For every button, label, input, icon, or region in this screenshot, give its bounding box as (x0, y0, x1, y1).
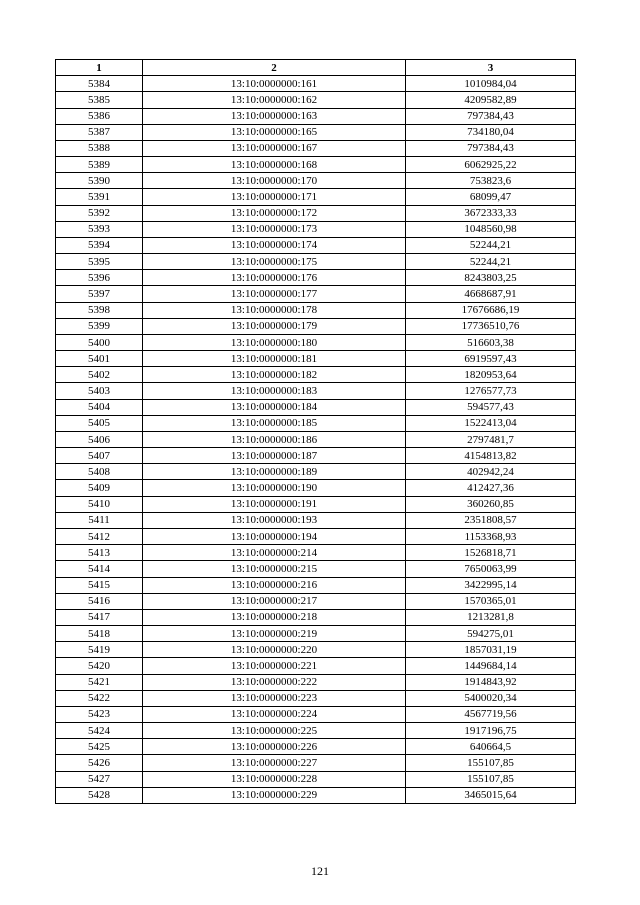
table-cell-col-1: 5394 (56, 237, 143, 253)
table-cell-col-3: 6919597,43 (406, 351, 576, 367)
table-cell-col-1: 5395 (56, 254, 143, 270)
table-row (56, 189, 576, 205)
table-row (56, 254, 576, 270)
table-row (56, 642, 576, 658)
table-row (56, 205, 576, 221)
table-cell-col-2: 13:10:0000000:227 (143, 755, 406, 771)
table-row (56, 464, 576, 480)
table-cell-col-3: 155107,85 (406, 771, 576, 787)
table-cell-col-1: 5428 (56, 787, 143, 803)
table-row (56, 674, 576, 690)
table-cell-col-1: 5393 (56, 221, 143, 237)
table-row (56, 771, 576, 787)
table-row (56, 367, 576, 383)
table-cell-col-1: 5427 (56, 771, 143, 787)
table-row (56, 545, 576, 561)
table-cell-col-2: 13:10:0000000:176 (143, 270, 406, 286)
table-cell-col-3: 1153368,93 (406, 528, 576, 544)
table-cell-col-3: 3422995,14 (406, 577, 576, 593)
table-cell-col-1: 5397 (56, 286, 143, 302)
table-cell-col-3: 4209582,89 (406, 92, 576, 108)
table-cell-col-1: 5422 (56, 690, 143, 706)
table-cell-col-1: 5391 (56, 189, 143, 205)
table-cell-col-3: 155107,85 (406, 755, 576, 771)
column-header-1: 1 (56, 60, 143, 76)
table-cell-col-2: 13:10:0000000:193 (143, 512, 406, 528)
table-cell-col-3: 1526818,71 (406, 545, 576, 561)
table-cell-col-2: 13:10:0000000:226 (143, 739, 406, 755)
table-cell-col-3: 3465015,64 (406, 787, 576, 803)
table-cell-col-1: 5410 (56, 496, 143, 512)
table-cell-col-2: 13:10:0000000:220 (143, 642, 406, 658)
table-row (56, 448, 576, 464)
table-cell-col-2: 13:10:0000000:162 (143, 92, 406, 108)
table-cell-col-2: 13:10:0000000:229 (143, 787, 406, 803)
table-cell-col-2: 13:10:0000000:217 (143, 593, 406, 609)
table-cell-col-3: 1048560,98 (406, 221, 576, 237)
table-row (56, 739, 576, 755)
table-cell-col-3: 1857031,19 (406, 642, 576, 658)
table-cell-col-3: 52244,21 (406, 237, 576, 253)
table-cell-col-3: 2797481,7 (406, 431, 576, 447)
table-cell-col-1: 5419 (56, 642, 143, 658)
table-cell-col-1: 5420 (56, 658, 143, 674)
table-cell-col-3: 4567719,56 (406, 706, 576, 722)
table-cell-col-1: 5409 (56, 480, 143, 496)
table-row (56, 496, 576, 512)
table-cell-col-2: 13:10:0000000:215 (143, 561, 406, 577)
table-row (56, 124, 576, 140)
table-cell-col-2: 13:10:0000000:184 (143, 399, 406, 415)
table-cell-col-1: 5388 (56, 140, 143, 156)
table-cell-col-1: 5387 (56, 124, 143, 140)
table-row (56, 690, 576, 706)
table-cell-col-1: 5408 (56, 464, 143, 480)
table-row (56, 383, 576, 399)
table-cell-col-3: 1914843,92 (406, 674, 576, 690)
table-cell-col-2: 13:10:0000000:189 (143, 464, 406, 480)
table-cell-col-1: 5406 (56, 431, 143, 447)
table-cell-col-3: 797384,43 (406, 140, 576, 156)
table-cell-col-2: 13:10:0000000:180 (143, 334, 406, 350)
table-cell-col-2: 13:10:0000000:173 (143, 221, 406, 237)
table-cell-col-1: 5398 (56, 302, 143, 318)
table-row (56, 431, 576, 447)
table-cell-col-3: 640664,5 (406, 739, 576, 755)
table-cell-col-3: 412427,36 (406, 480, 576, 496)
table-cell-col-2: 13:10:0000000:221 (143, 658, 406, 674)
table-cell-col-2: 13:10:0000000:218 (143, 609, 406, 625)
table-cell-col-3: 2351808,57 (406, 512, 576, 528)
table-cell-col-1: 5423 (56, 706, 143, 722)
table-cell-col-3: 1010984,04 (406, 76, 576, 92)
table-cell-col-2: 13:10:0000000:174 (143, 237, 406, 253)
table-cell-col-1: 5411 (56, 512, 143, 528)
table-row (56, 351, 576, 367)
table-cell-col-1: 5407 (56, 448, 143, 464)
table-body (56, 76, 576, 804)
table-cell-col-3: 594275,01 (406, 626, 576, 642)
table-cell-col-1: 5401 (56, 351, 143, 367)
column-header-3: 3 (406, 60, 576, 76)
table-cell-col-1: 5399 (56, 318, 143, 334)
table-cell-col-1: 5403 (56, 383, 143, 399)
table-cell-col-3: 17736510,76 (406, 318, 576, 334)
table-cell-col-1: 5413 (56, 545, 143, 561)
table-cell-col-1: 5412 (56, 528, 143, 544)
table-cell-col-2: 13:10:0000000:182 (143, 367, 406, 383)
data-table (55, 59, 576, 804)
table-cell-col-2: 13:10:0000000:225 (143, 723, 406, 739)
table-cell-col-3: 6062925,22 (406, 157, 576, 173)
table-cell-col-2: 13:10:0000000:172 (143, 205, 406, 221)
table-cell-col-2: 13:10:0000000:191 (143, 496, 406, 512)
table-cell-col-3: 68099,47 (406, 189, 576, 205)
table-cell-col-1: 5415 (56, 577, 143, 593)
table-row (56, 609, 576, 625)
table-cell-col-2: 13:10:0000000:178 (143, 302, 406, 318)
table-cell-col-3: 594577,43 (406, 399, 576, 415)
table-row (56, 286, 576, 302)
table-cell-col-2: 13:10:0000000:168 (143, 157, 406, 173)
table-cell-col-2: 13:10:0000000:163 (143, 108, 406, 124)
table-cell-col-1: 5414 (56, 561, 143, 577)
table-row (56, 755, 576, 771)
table-cell-col-3: 753823,6 (406, 173, 576, 189)
table-cell-col-1: 5405 (56, 415, 143, 431)
table-cell-col-1: 5400 (56, 334, 143, 350)
table-cell-col-3: 360260,85 (406, 496, 576, 512)
table-cell-col-3: 1917196,75 (406, 723, 576, 739)
table-row (56, 221, 576, 237)
table-cell-col-2: 13:10:0000000:219 (143, 626, 406, 642)
table-cell-col-1: 5416 (56, 593, 143, 609)
table-row (56, 577, 576, 593)
table-cell-col-3: 7650063,99 (406, 561, 576, 577)
table-cell-col-2: 13:10:0000000:223 (143, 690, 406, 706)
table-cell-col-1: 5418 (56, 626, 143, 642)
table-row (56, 399, 576, 415)
table-cell-col-2: 13:10:0000000:186 (143, 431, 406, 447)
table-cell-col-2: 13:10:0000000:161 (143, 76, 406, 92)
table-cell-col-1: 5424 (56, 723, 143, 739)
table-row (56, 92, 576, 108)
table-cell-col-1: 5385 (56, 92, 143, 108)
table-row (56, 76, 576, 92)
table-cell-col-1: 5417 (56, 609, 143, 625)
table-cell-col-3: 797384,43 (406, 108, 576, 124)
table-cell-col-2: 13:10:0000000:179 (143, 318, 406, 334)
table-cell-col-1: 5386 (56, 108, 143, 124)
table-cell-col-2: 13:10:0000000:171 (143, 189, 406, 205)
table-header (56, 60, 576, 76)
table-row (56, 480, 576, 496)
table-cell-col-1: 5392 (56, 205, 143, 221)
table-cell-col-2: 13:10:0000000:177 (143, 286, 406, 302)
table-row (56, 334, 576, 350)
table-cell-col-2: 13:10:0000000:222 (143, 674, 406, 690)
table-row (56, 237, 576, 253)
table-cell-col-3: 1570365,01 (406, 593, 576, 609)
table-cell-col-3: 4154813,82 (406, 448, 576, 464)
table-row (56, 270, 576, 286)
table-cell-col-2: 13:10:0000000:214 (143, 545, 406, 561)
table-cell-col-3: 734180,04 (406, 124, 576, 140)
table-cell-col-1: 5402 (56, 367, 143, 383)
table-cell-col-3: 3672333,33 (406, 205, 576, 221)
table-cell-col-3: 4668687,91 (406, 286, 576, 302)
table-cell-col-1: 5396 (56, 270, 143, 286)
table-cell-col-1: 5421 (56, 674, 143, 690)
table-row (56, 723, 576, 739)
table-row (56, 787, 576, 803)
table-row (56, 593, 576, 609)
table-row (56, 626, 576, 642)
table-row (56, 302, 576, 318)
table-cell-col-2: 13:10:0000000:165 (143, 124, 406, 140)
table-row (56, 415, 576, 431)
table-cell-col-3: 402942,24 (406, 464, 576, 480)
table-row (56, 157, 576, 173)
table-cell-col-3: 17676686,19 (406, 302, 576, 318)
table-cell-col-1: 5390 (56, 173, 143, 189)
table-row (56, 706, 576, 722)
table-cell-col-3: 52244,21 (406, 254, 576, 270)
table-cell-col-1: 5425 (56, 739, 143, 755)
table-cell-col-2: 13:10:0000000:228 (143, 771, 406, 787)
table-cell-col-1: 5404 (56, 399, 143, 415)
table-cell-col-3: 8243803,25 (406, 270, 576, 286)
table-cell-col-2: 13:10:0000000:170 (143, 173, 406, 189)
table-row (56, 658, 576, 674)
table-row (56, 108, 576, 124)
table-cell-col-1: 5426 (56, 755, 143, 771)
table-cell-col-2: 13:10:0000000:190 (143, 480, 406, 496)
table-row (56, 318, 576, 334)
table-cell-col-1: 5389 (56, 157, 143, 173)
header-row (56, 60, 576, 76)
table-cell-col-2: 13:10:0000000:187 (143, 448, 406, 464)
table-cell-col-3: 1820953,64 (406, 367, 576, 383)
table-cell-col-2: 13:10:0000000:185 (143, 415, 406, 431)
table-cell-col-2: 13:10:0000000:181 (143, 351, 406, 367)
table-cell-col-1: 5384 (56, 76, 143, 92)
table-cell-col-2: 13:10:0000000:194 (143, 528, 406, 544)
table-cell-col-2: 13:10:0000000:183 (143, 383, 406, 399)
table-cell-col-3: 1213281,8 (406, 609, 576, 625)
page-number: 121 (311, 864, 329, 878)
table-row (56, 512, 576, 528)
table-cell-col-2: 13:10:0000000:224 (143, 706, 406, 722)
column-header-2: 2 (143, 60, 406, 76)
table-cell-col-3: 5400020,34 (406, 690, 576, 706)
table-cell-col-3: 1522413,04 (406, 415, 576, 431)
table-cell-col-3: 1276577,73 (406, 383, 576, 399)
table-cell-col-2: 13:10:0000000:175 (143, 254, 406, 270)
table-row (56, 561, 576, 577)
table-row (56, 173, 576, 189)
table-cell-col-3: 1449684,14 (406, 658, 576, 674)
table-cell-col-2: 13:10:0000000:167 (143, 140, 406, 156)
table-row (56, 140, 576, 156)
table-cell-col-3: 516603,38 (406, 334, 576, 350)
table-row (56, 528, 576, 544)
table-cell-col-2: 13:10:0000000:216 (143, 577, 406, 593)
